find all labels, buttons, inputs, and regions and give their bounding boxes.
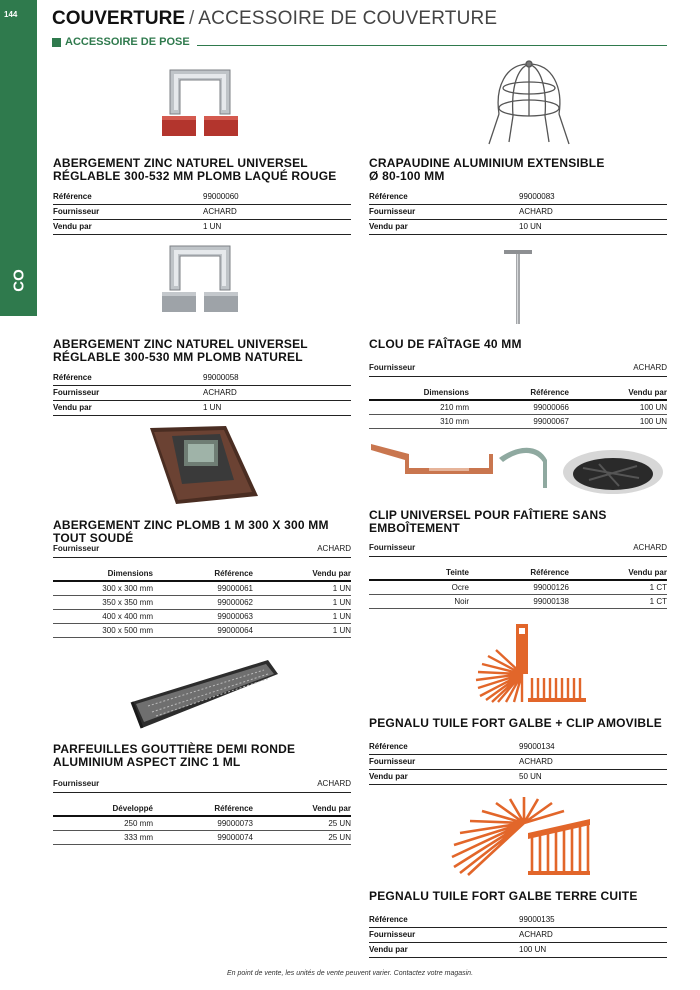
- supplier-line: [53, 544, 351, 558]
- table-cell: 1 UN: [253, 596, 351, 610]
- product-title: [53, 338, 351, 364]
- table-cell: 310 mm: [369, 415, 469, 429]
- table-header-row: [369, 386, 667, 400]
- product-title-line1: ABERGEMENT ZINC NATUREL UNIVERSEL: [53, 337, 308, 351]
- table-cell: 25 UN: [253, 831, 351, 845]
- column-header: Développé: [53, 802, 153, 816]
- column-header: Référence: [469, 566, 569, 580]
- table-cell: 100 UN: [569, 415, 667, 429]
- product-title: [369, 509, 667, 535]
- column-header: Référence: [469, 386, 569, 400]
- variants-table: [53, 567, 351, 638]
- table-cell: 350 x 350 mm: [53, 596, 153, 610]
- supplier-line: [369, 363, 667, 377]
- abergement-naturel-image: [160, 242, 240, 314]
- product-title-line2: RÉGLABLE 300-530 MM PLOMB NATUREL: [53, 350, 303, 364]
- table-cell: 99000073: [153, 816, 253, 831]
- table-row: [53, 581, 351, 596]
- product-specs: [369, 912, 667, 958]
- product-title-line1: CRAPAUDINE ALUMINIUM EXTENSIBLE: [369, 156, 605, 170]
- spec-row: [369, 189, 667, 204]
- spec-value: 1 UN: [203, 219, 351, 234]
- spec-value: 100 UN: [519, 942, 667, 957]
- table-cell: 99000061: [153, 581, 253, 596]
- spec-row: [53, 219, 351, 234]
- spec-row: [369, 204, 667, 219]
- product-title: [53, 519, 351, 545]
- table-row: [53, 596, 351, 610]
- spec-key: Référence: [369, 189, 519, 204]
- page-number: 144: [4, 10, 18, 19]
- page-title: [52, 8, 497, 30]
- spec-key: Vendu par: [53, 219, 203, 234]
- column-header: Vendu par: [253, 802, 351, 816]
- spec-value: 99000058: [203, 370, 351, 385]
- supplier-value: ACHARD: [317, 544, 351, 553]
- pegnalu-terre-cuite-image: [448, 795, 592, 877]
- product-pegnalu-terre-cuite: [369, 890, 667, 958]
- pegnalu-clip-image: [470, 622, 590, 704]
- page-title-main: COUVERTURE: [52, 8, 186, 29]
- spec-value: ACHARD: [203, 385, 351, 400]
- spec-row: [369, 912, 667, 927]
- product-clou-faitage: [369, 338, 667, 429]
- table-row: [369, 415, 667, 429]
- spec-value: ACHARD: [519, 754, 667, 769]
- spec-row: [53, 400, 351, 415]
- product-specs: [369, 189, 667, 235]
- table-row: [369, 595, 667, 609]
- table-cell: 250 mm: [53, 816, 153, 831]
- abergement-tout-soude-image: [146, 424, 260, 506]
- spec-row: [369, 942, 667, 957]
- table-cell: Ocre: [369, 580, 469, 595]
- product-pegnalu-clip: [369, 717, 667, 785]
- table-row: [53, 610, 351, 624]
- table-header-row: [53, 567, 351, 581]
- supplier-value: ACHARD: [633, 363, 667, 372]
- variants-table: [53, 802, 351, 845]
- spec-row: [53, 204, 351, 219]
- product-title: [369, 717, 667, 730]
- table-header-row: [369, 566, 667, 580]
- table-cell: 1 CT: [569, 580, 667, 595]
- spec-key: Fournisseur: [53, 204, 203, 219]
- side-section-code: CO: [10, 269, 28, 292]
- section-title: [52, 36, 190, 48]
- supplier-value: ACHARD: [317, 779, 351, 788]
- supplier-value: ACHARD: [633, 543, 667, 552]
- table-row: [53, 624, 351, 638]
- spec-key: Fournisseur: [369, 754, 519, 769]
- spec-key: Vendu par: [369, 219, 519, 234]
- product-specs: [369, 739, 667, 785]
- spec-key: Référence: [369, 912, 519, 927]
- product-abergement-rouge: [53, 157, 351, 235]
- spec-key: Vendu par: [53, 400, 203, 415]
- supplier-label: Fournisseur: [53, 779, 100, 788]
- spec-value: ACHARD: [519, 927, 667, 942]
- product-title-line1: ABERGEMENT ZINC NATUREL UNIVERSEL: [53, 156, 308, 170]
- table-header-row: [53, 802, 351, 816]
- table-cell: 100 UN: [569, 400, 667, 415]
- abergement-rouge-image: [160, 66, 240, 138]
- product-title-line2: Ø 80-100 MM: [369, 169, 445, 183]
- product-title: [369, 157, 667, 183]
- product-specs: [53, 189, 351, 235]
- clip-universel-image: [369, 438, 667, 498]
- product-title: [53, 157, 351, 183]
- table-cell: 99000063: [153, 610, 253, 624]
- spec-row: [53, 385, 351, 400]
- spec-key: Référence: [53, 189, 203, 204]
- supplier-line: [369, 543, 667, 557]
- supplier-label: Fournisseur: [369, 363, 416, 372]
- table-cell: 99000062: [153, 596, 253, 610]
- table-row: [53, 831, 351, 845]
- column-header: Vendu par: [253, 567, 351, 581]
- spec-row: [369, 219, 667, 234]
- table-cell: 1 UN: [253, 624, 351, 638]
- spec-row: [369, 739, 667, 754]
- table-cell: 99000064: [153, 624, 253, 638]
- spec-key: Fournisseur: [369, 927, 519, 942]
- variants-table: [369, 386, 667, 429]
- table-cell: 333 mm: [53, 831, 153, 845]
- product-title: [369, 338, 667, 351]
- product-clip-universel: [369, 509, 667, 609]
- table-cell: 1 CT: [569, 595, 667, 609]
- spec-value: 99000060: [203, 189, 351, 204]
- supplier-label: Fournisseur: [53, 544, 100, 553]
- clou-faitage-image: [498, 244, 538, 326]
- spec-value: 50 UN: [519, 769, 667, 784]
- product-parfeuilles: [53, 743, 351, 845]
- column-header: Vendu par: [569, 566, 667, 580]
- product-title-line2: TOUT SOUDÉ: [53, 531, 134, 545]
- table-row: [369, 400, 667, 415]
- spec-value: 10 UN: [519, 219, 667, 234]
- spec-key: Vendu par: [369, 942, 519, 957]
- spec-value: ACHARD: [203, 204, 351, 219]
- product-title: [369, 890, 667, 903]
- table-cell: Noir: [369, 595, 469, 609]
- product-title-line1: PEGNALU TUILE FORT GALBE + CLIP AMOVIBLE: [369, 716, 663, 730]
- table-row: [53, 816, 351, 831]
- spec-key: Vendu par: [369, 769, 519, 784]
- spec-key: Fournisseur: [369, 204, 519, 219]
- product-specs: [53, 370, 351, 416]
- spec-row: [53, 370, 351, 385]
- spec-value: 99000135: [519, 912, 667, 927]
- spec-key: Référence: [53, 370, 203, 385]
- spec-value: 99000134: [519, 739, 667, 754]
- table-cell: 99000074: [153, 831, 253, 845]
- spec-row: [369, 769, 667, 784]
- product-title-line2: RÉGLABLE 300-532 MM PLOMB LAQUÉ ROUGE: [53, 169, 337, 183]
- spec-value: ACHARD: [519, 204, 667, 219]
- table-cell: 1 UN: [253, 610, 351, 624]
- product-title-line1: CLOU DE FAÎTAGE 40 MM: [369, 337, 522, 351]
- table-cell: 99000126: [469, 580, 569, 595]
- parfeuilles-image: [128, 654, 280, 732]
- product-title: [53, 743, 351, 769]
- section-divider: [197, 45, 667, 46]
- footer-note: En point de vente, les unités de vente peuvent varier. Contactez votre magasin.: [226, 970, 474, 977]
- spec-row: [53, 189, 351, 204]
- table-cell: 300 x 500 mm: [53, 624, 153, 638]
- table-cell: 99000066: [469, 400, 569, 415]
- supplier-label: Fournisseur: [369, 543, 416, 552]
- product-title-line1: CLIP UNIVERSEL POUR FAÎTIERE SANS: [369, 508, 607, 522]
- table-cell: 25 UN: [253, 816, 351, 831]
- variants-table: [369, 566, 667, 609]
- table-cell: 99000138: [469, 595, 569, 609]
- section-square-icon: [52, 38, 61, 47]
- supplier-line: [53, 779, 351, 793]
- table-row: [369, 580, 667, 595]
- product-title-line2: ALUMINIUM ASPECT ZINC 1 ML: [53, 755, 241, 769]
- column-header: Dimensions: [369, 386, 469, 400]
- product-abergement-tout-soude: [53, 519, 351, 638]
- table-cell: 210 mm: [369, 400, 469, 415]
- spec-value: 99000083: [519, 189, 667, 204]
- column-header: Dimensions: [53, 567, 153, 581]
- column-header: Vendu par: [569, 386, 667, 400]
- page-title-separator: /: [189, 8, 195, 29]
- product-crapaudine: [369, 157, 667, 235]
- crapaudine-image: [485, 58, 573, 148]
- product-title-line1: PARFEUILLES GOUTTIÈRE DEMI RONDE: [53, 742, 296, 756]
- section-title-text: ACCESSOIRE DE POSE: [65, 36, 190, 48]
- product-title-line1: ABERGEMENT ZINC PLOMB 1 M 300 X 300 MM: [53, 518, 329, 532]
- side-tab: [0, 0, 37, 316]
- page-title-sub: ACCESSOIRE DE COUVERTURE: [198, 8, 498, 29]
- column-header: Référence: [153, 802, 253, 816]
- spec-key: Fournisseur: [53, 385, 203, 400]
- spec-row: [369, 754, 667, 769]
- product-title-line1: PEGNALU TUILE FORT GALBE TERRE CUITE: [369, 889, 638, 903]
- spec-key: Référence: [369, 739, 519, 754]
- table-cell: 1 UN: [253, 581, 351, 596]
- product-abergement-naturel: [53, 338, 351, 416]
- table-cell: 400 x 400 mm: [53, 610, 153, 624]
- spec-value: 1 UN: [203, 400, 351, 415]
- table-cell: 300 x 300 mm: [53, 581, 153, 596]
- table-cell: 99000067: [469, 415, 569, 429]
- column-header: Référence: [153, 567, 253, 581]
- product-title-line2: EMBOÎTEMENT: [369, 521, 460, 535]
- column-header: Teinte: [369, 566, 469, 580]
- spec-row: [369, 927, 667, 942]
